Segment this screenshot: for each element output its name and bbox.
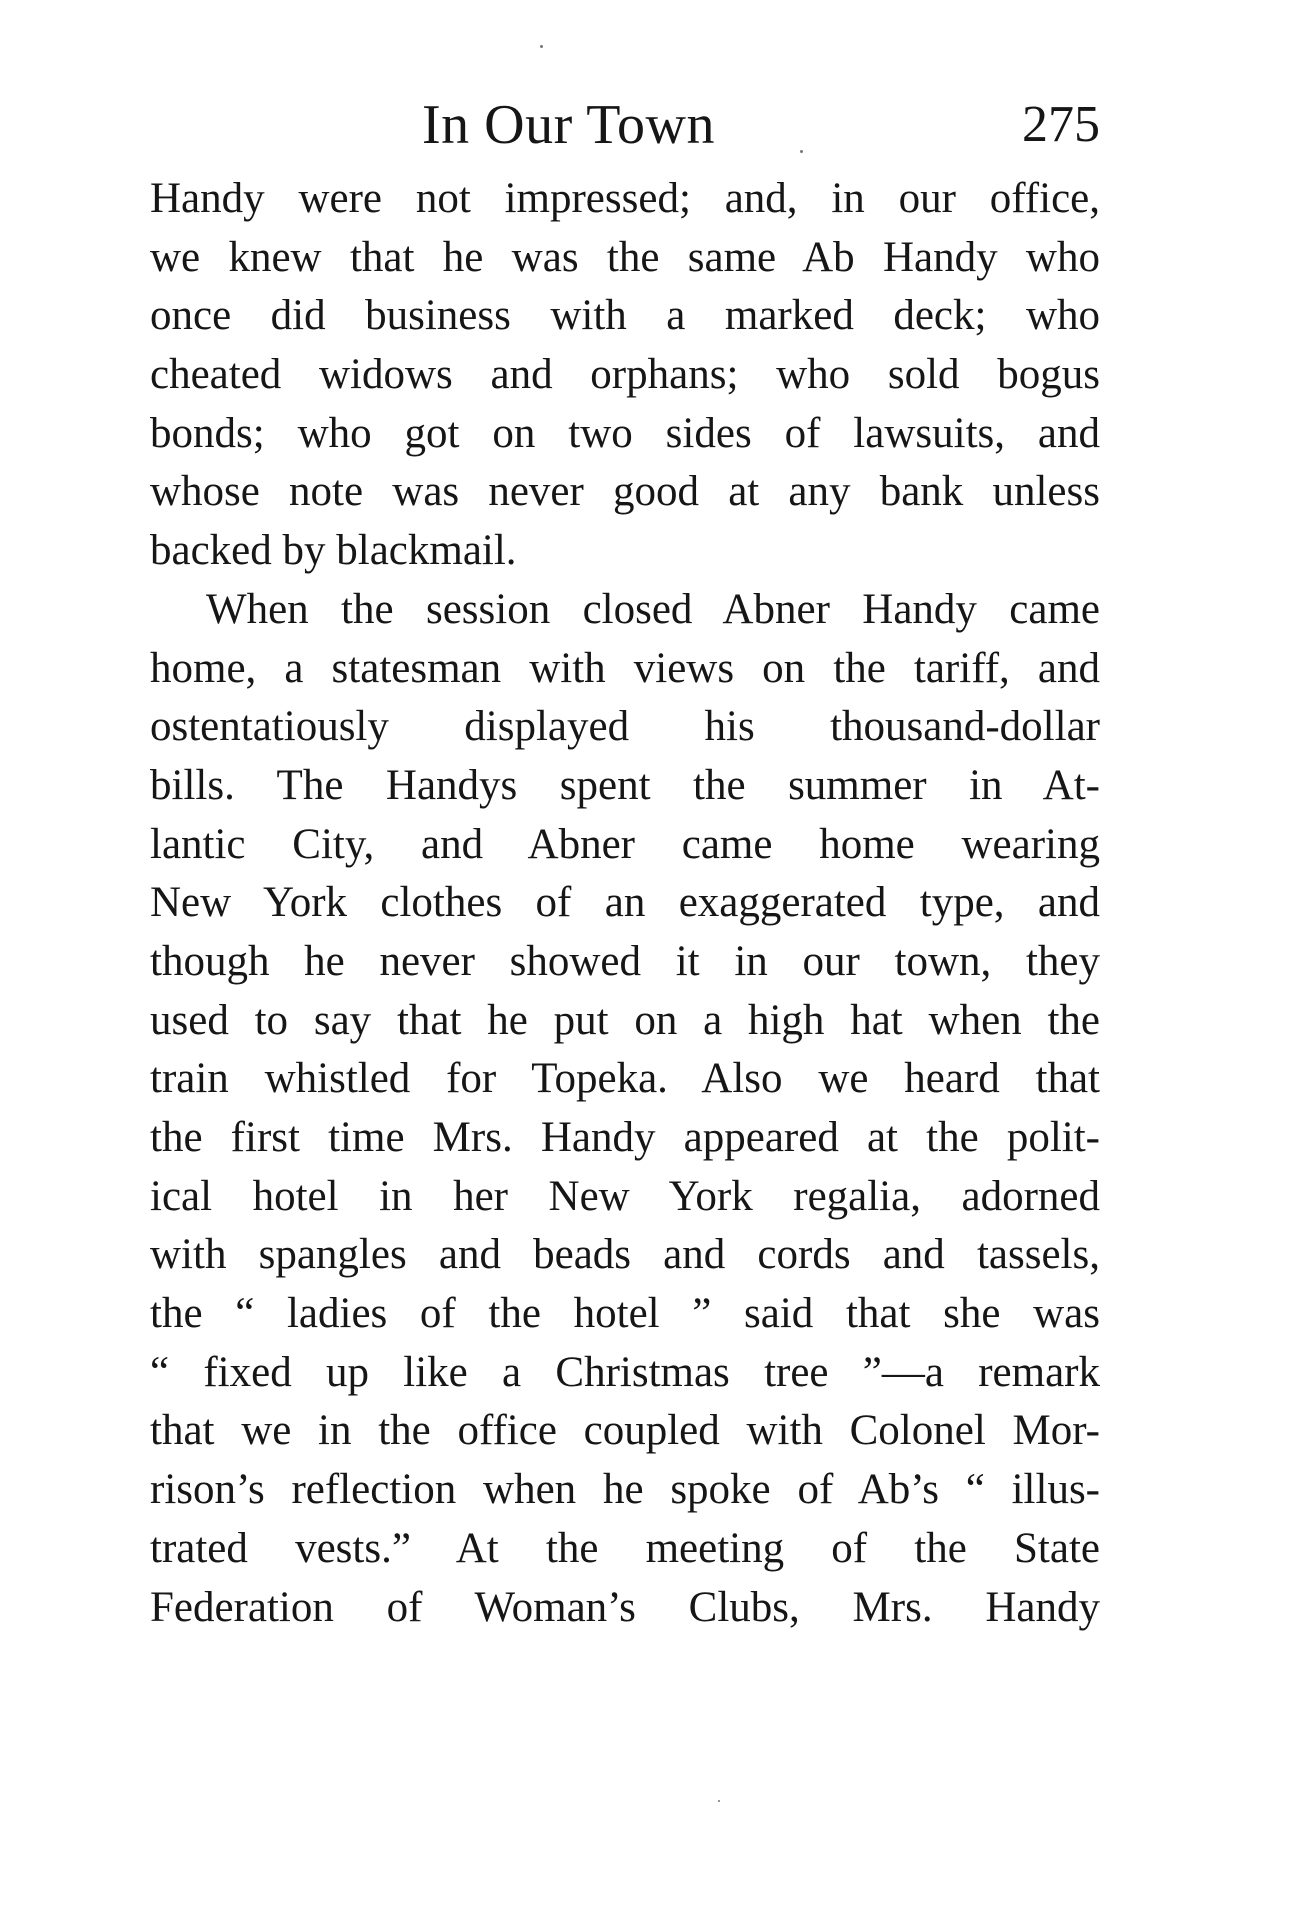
text-line: trated vests.” At the meeting of the State <box>150 1524 1100 1572</box>
text-line: home, a statesman with views on the tariff, and <box>150 644 1100 692</box>
text-line: New York clothes of an exaggerated type, and <box>150 879 1100 927</box>
text-line: though he never showed it in our town, they <box>150 937 1100 985</box>
page-number: 275 <box>1022 96 1100 153</box>
text-line: used to say that he put on a high hat when the <box>150 996 1100 1044</box>
text-line: ical hotel in her New York regalia, adorned <box>150 1172 1100 1220</box>
text-line: “ fixed up like a Christmas tree ”—a remark <box>150 1348 1100 1396</box>
text-line: the first time Mrs. Handy appeared at the polit- <box>150 1114 1100 1161</box>
text-line: once did business with a marked deck; who <box>150 292 1100 340</box>
text-line: with spangles and beads and cords and tassels, <box>150 1231 1100 1279</box>
text-line: cheated widows and orphans; who sold bogus <box>150 351 1100 399</box>
print-speck <box>718 1800 720 1802</box>
text-line: rison’s reflection when he spoke of Ab’s “ illus- <box>150 1466 1100 1514</box>
body-text <box>150 170 1100 1637</box>
running-title: In Our Town <box>422 94 715 156</box>
paragraph <box>150 581 1100 1637</box>
paragraph <box>150 170 1100 581</box>
running-head <box>150 90 1100 160</box>
text-line: lantic City, and Abner came home wearing <box>150 820 1100 868</box>
text-line: When the session closed Abner Handy came <box>206 585 1100 633</box>
print-speck <box>540 45 543 48</box>
text-line: ostentatiously displayed his thousand-dollar <box>150 703 1100 751</box>
text-line: bonds; who got on two sides of lawsuits, and <box>150 409 1100 457</box>
text-line: train whistled for Topeka. Also we heard that <box>150 1055 1100 1103</box>
text-line: Federation of Woman’s Clubs, Mrs. Handy <box>150 1583 1100 1631</box>
text-line: Handy were not impressed; and, in our office, <box>150 175 1100 222</box>
text-line: whose note was never good at any bank unless <box>150 468 1100 516</box>
text-line: that we in the office coupled with Colonel Mor- <box>150 1407 1100 1455</box>
text-line: bills. The Handys spent the summer in At- <box>150 761 1100 809</box>
text-line: backed by blackmail. <box>150 527 517 575</box>
text-line: the “ ladies of the hotel ” said that she was <box>150 1290 1100 1338</box>
text-line: we knew that he was the same Ab Handy who <box>150 233 1100 281</box>
